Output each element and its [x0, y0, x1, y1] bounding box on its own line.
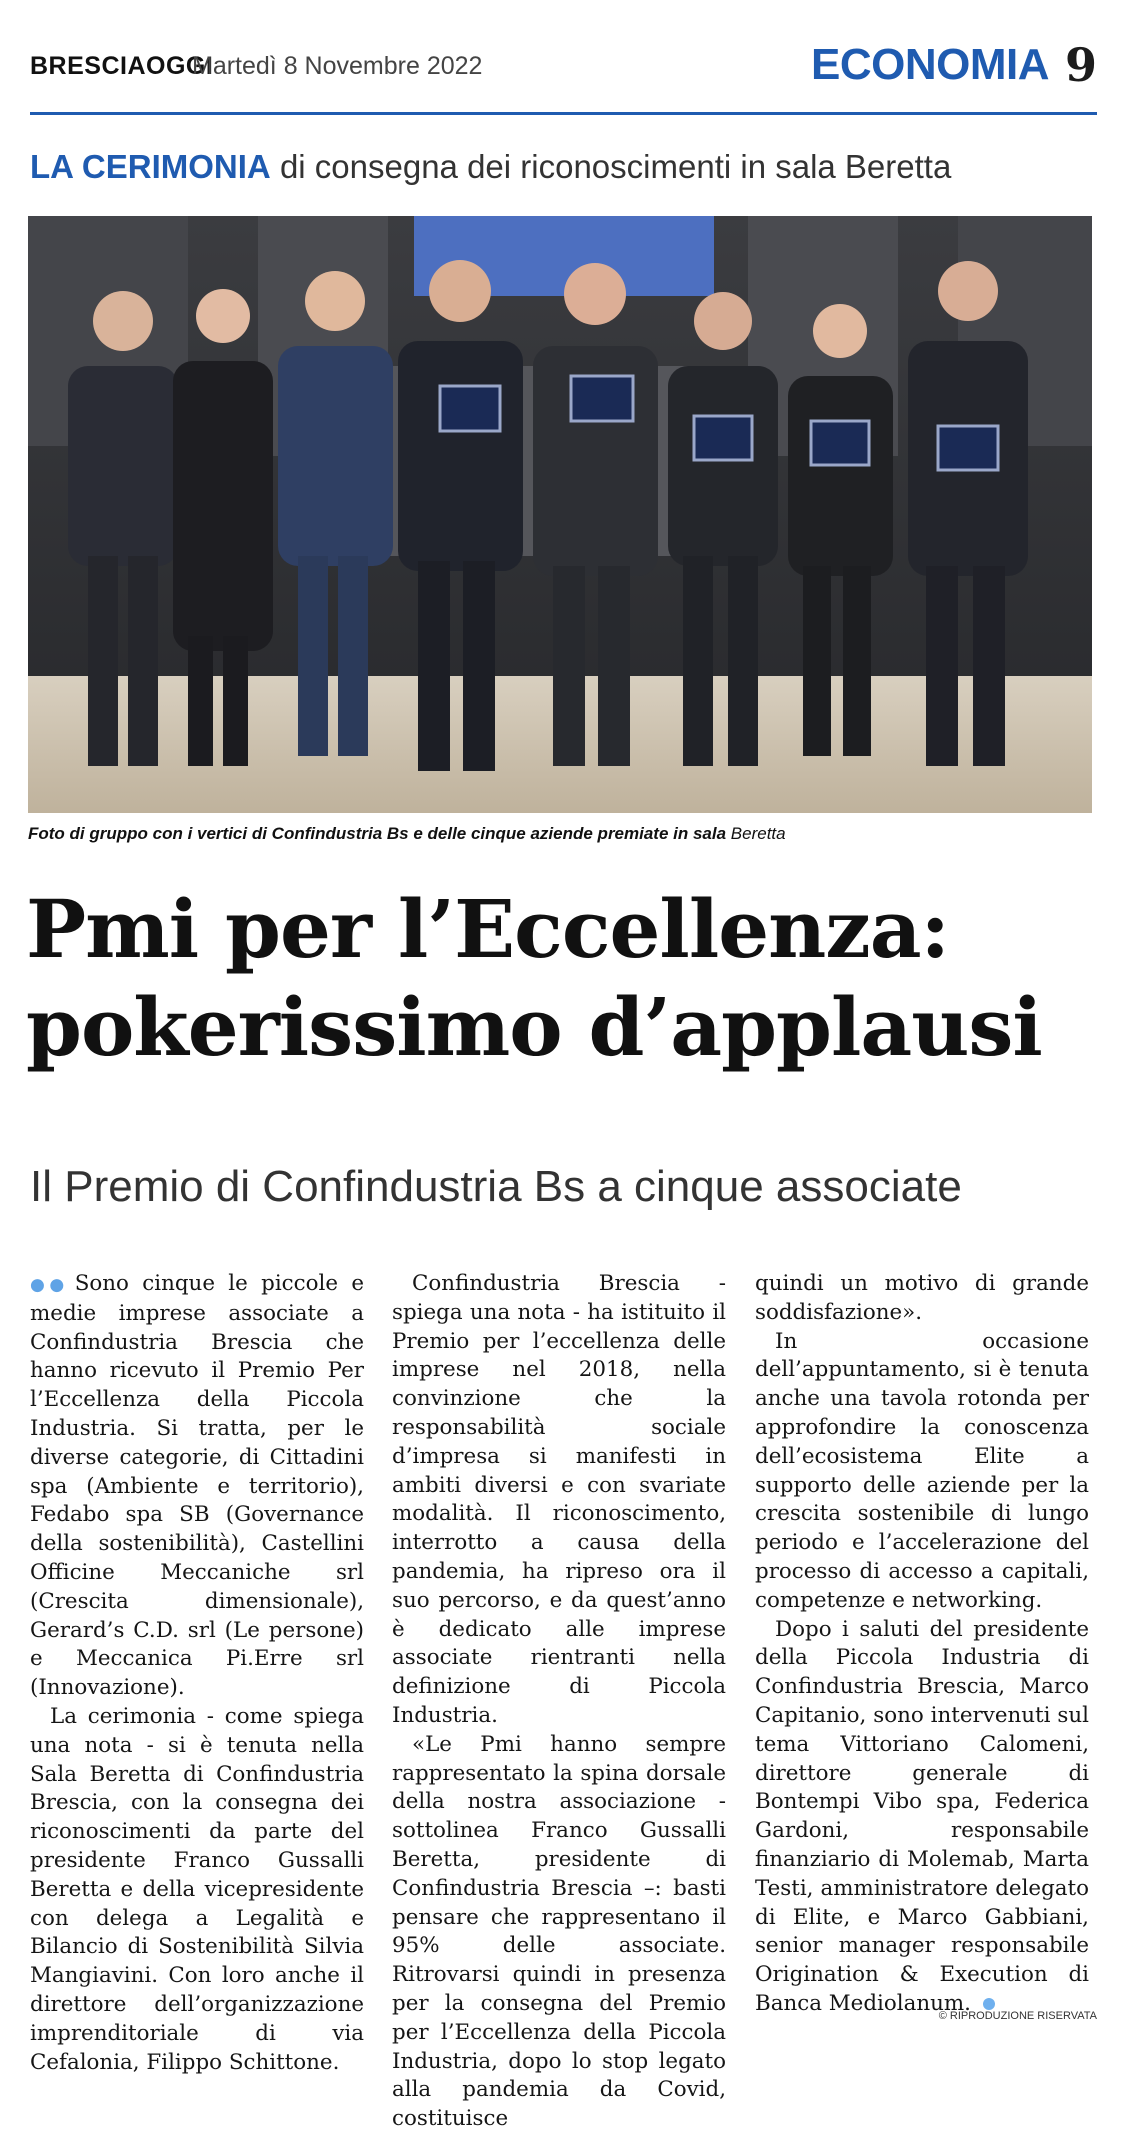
article-column-2 — [392, 1270, 726, 2134]
paragraph: Dopo i saluti del presidente della Piccola Industria di Confindustria Brescia, Marco Capitanio, sono intervenuti sul tema Vittoriano Calomeni, direttore generale di Bontempi Vibo spa, Federica Gardoni, responsabile finanziario di Molemab, Marta Testi, amministratore delegato di Elite, e Marco Gabbiani, senior manager responsabile Origination & Execution di Banca Mediolanum. — [755, 1616, 1089, 2016]
masthead — [30, 40, 1097, 100]
group-photo-illustration — [28, 216, 1092, 813]
headline-line-1: Pmi per l’Eccellenza: — [26, 882, 950, 976]
lead-marker: ●● — [30, 1275, 69, 1295]
award-plaque — [440, 386, 500, 431]
paragraph: quindi un motivo di grande soddisfazione». — [755, 1271, 1089, 1325]
paragraph: In occasione dell’appuntamento, si è tenuta anche una tavola rotonda per approfondire la conoscenza dell’ecosistema Elite a supporto delle aziende per la crescita sostenibile di lungo periodo e l’accelerazione del processo di accesso a capitali, competenze e networking. — [755, 1328, 1089, 1613]
copyright-notice: © RIPRODUZIONE RISERVATA — [938, 2010, 1097, 2022]
page-number: 9 — [1064, 38, 1097, 92]
newspaper-name: BRESCIAOGGI — [30, 52, 214, 80]
caption-tail: Beretta — [730, 824, 786, 843]
headline-line-2: pokerissimo d’applausi — [26, 980, 1042, 1074]
subheadline: Il Premio di Confindustria Bs a cinque associate — [30, 1162, 962, 1211]
kicker-lead: LA CERIMONIA — [30, 148, 271, 185]
kicker — [30, 148, 951, 186]
issue-date: Martedì 8 Novembre 2022 — [192, 52, 483, 80]
paragraph: «Le Pmi hanno sempre rappresentato la spina dorsale della nostra associazione - sottolinea Franco Gussalli Beretta, presidente di Confindustria Brescia –: basti pensare che rappresentano il 95% delle associate. Ritrovarsi quindi in presenza per la consegna del Premio per l’Eccellenza della Piccola Industria, dopo lo stop legato alla pandemia da Covid, costituisce — [392, 1731, 726, 2132]
paragraph: Confindustria Brescia - spiega una nota - ha istituito il Premio per l’eccellenza delle imprese nel 2018, nella convinzione che la responsabilità sociale d’impresa si manifesti in ambiti diversi e con svariate modalità. Il riconoscimento, interrotto a causa della pandemia, ha ripreso ora il suo percorso, e da quest’anno è dedicato alle imprese associate rientranti nella definizione di Piccola Industria. — [392, 1271, 726, 1728]
headline — [26, 880, 1106, 1076]
paragraph: La cerimonia - come spiega una nota - si è tenuta nella Sala Beretta di Confindustria Brescia, con la consegna dei riconoscimenti da parte del presidente Franco Gussalli Beretta e della vicepresidente con delega a Legalità e Bilancio di Sostenibilità Silvia Mangiavini. Con loro anche il direttore dell’organizzazione imprenditoriale di via Cefalonia, Filippo Schittone. — [30, 1703, 364, 2075]
award-plaque — [571, 376, 633, 421]
header-divider — [30, 112, 1097, 115]
caption-main: Foto di gruppo con i vertici di Confindustria Bs e delle cinque aziende premiate in sala — [28, 824, 727, 843]
section-title: ECONOMIA — [811, 40, 1049, 89]
article-column-3 — [755, 1270, 1089, 2019]
award-plaque — [694, 416, 752, 460]
group-photo — [28, 216, 1092, 813]
end-mark-icon — [983, 1998, 995, 2010]
photo-caption — [28, 824, 786, 844]
article-column-1 — [30, 1270, 364, 2077]
kicker-text: di consegna dei riconoscimenti in sala Beretta — [279, 148, 952, 185]
award-plaque — [811, 421, 869, 465]
award-plaque — [938, 426, 998, 470]
paragraph: Sono cinque le piccole e medie imprese associate a Confindustria Brescia che hanno ricevuto il Premio Per l’Eccellenza della Piccola Industria. Si tratta, per le diverse categorie, di Cittadini spa (Ambiente e territorio), Fedabo spa SB (Governance della sostenibilità), Castellini Officine Meccaniche srl (Crescita dimensionale), Gerard’s C.D. srl (Le persone) e Meccanica Pi.Erre srl (Innovazione). — [30, 1271, 364, 1701]
